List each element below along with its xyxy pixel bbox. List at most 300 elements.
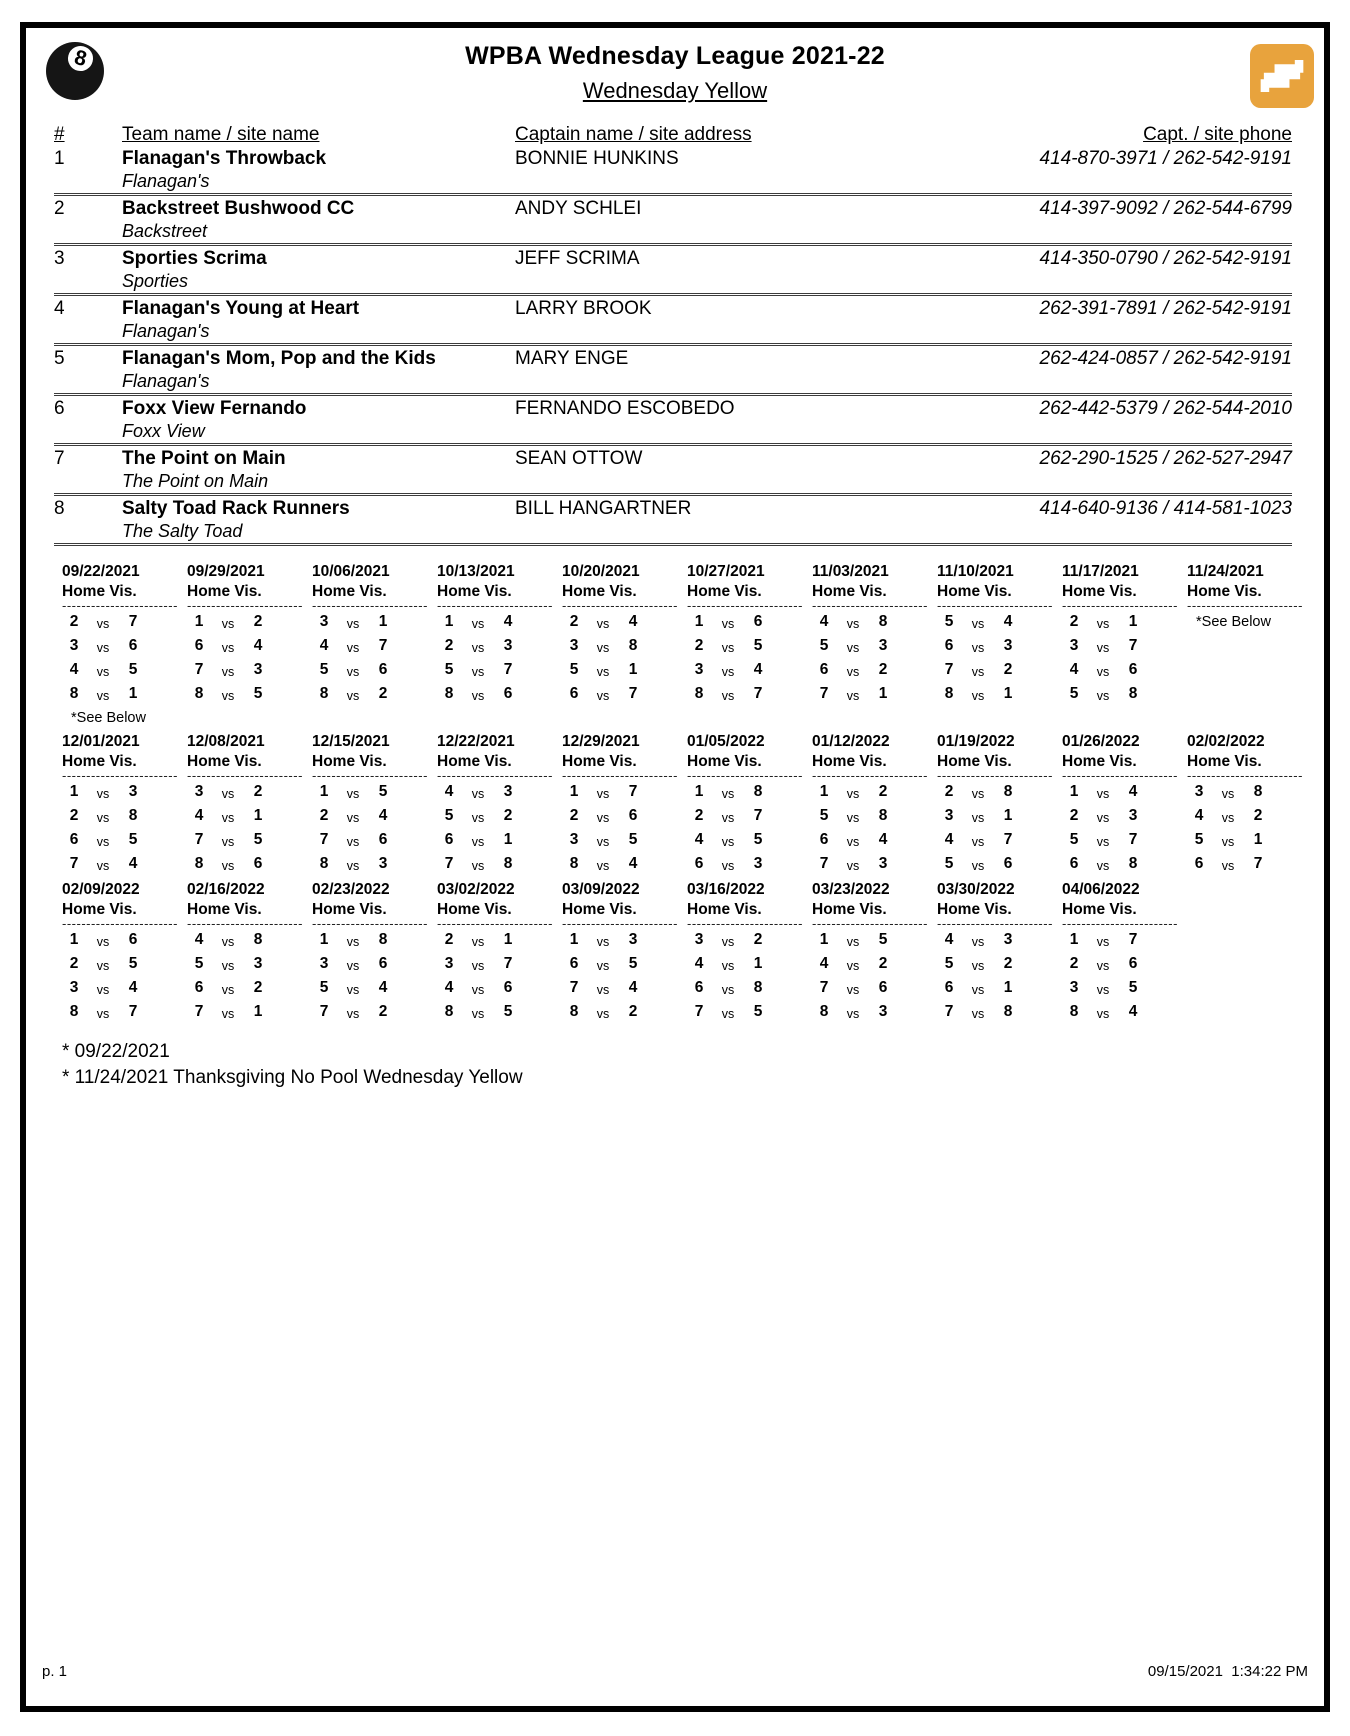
vs-label: vs xyxy=(846,983,860,997)
visitor-team-number: 4 xyxy=(753,661,763,678)
visitor-team-number: 6 xyxy=(1128,955,1138,972)
home-team-number: 1 xyxy=(694,613,704,630)
schedule-week-row xyxy=(62,732,1324,877)
schedule-week xyxy=(1062,880,1180,1025)
team-cell xyxy=(122,448,515,492)
vs-label: vs xyxy=(846,835,860,849)
home-team-number: 5 xyxy=(1069,831,1079,848)
week-date: 11/10/2021 xyxy=(937,563,1014,580)
visitor-team-number: 6 xyxy=(503,979,513,996)
schedule-week xyxy=(187,880,305,1025)
week-date: 03/02/2022 xyxy=(437,881,515,898)
visitor-team-number: 5 xyxy=(253,831,263,848)
visitor-team-number: 8 xyxy=(1003,1003,1013,1020)
schedule-week xyxy=(312,880,430,1025)
home-team-number: 6 xyxy=(69,831,79,848)
home-team-number: 3 xyxy=(444,955,454,972)
home-team-number: 3 xyxy=(569,831,579,848)
home-team-number: 1 xyxy=(819,931,829,948)
visitor-team-number: 1 xyxy=(1253,831,1263,848)
vs-label: vs xyxy=(721,959,735,973)
home-team-number: 7 xyxy=(944,1003,954,1020)
week-date: 11/17/2021 xyxy=(1062,563,1139,580)
visitor-team-number: 2 xyxy=(378,685,388,702)
visitor-team-number: 8 xyxy=(878,613,888,630)
week-date: 03/30/2022 xyxy=(937,881,1015,898)
home-team-number: 4 xyxy=(444,783,454,800)
home-team-number: 1 xyxy=(69,783,79,800)
visitor-team-number: 5 xyxy=(753,831,763,848)
matchup xyxy=(62,635,180,659)
home-team-number: 7 xyxy=(194,831,204,848)
matchup xyxy=(187,829,305,853)
matchup xyxy=(1187,781,1305,805)
home-team-number: 6 xyxy=(944,979,954,996)
footnote: * 11/24/2021 Thanksgiving No Pool Wednesday Yellow xyxy=(62,1067,523,1088)
week-date: 03/16/2022 xyxy=(687,881,765,898)
vs-label: vs xyxy=(596,641,610,655)
schedule-week xyxy=(312,562,430,729)
captain-name: LARRY BROOK xyxy=(515,298,652,319)
visitor-team-number: 1 xyxy=(503,831,513,848)
home-team-number: 2 xyxy=(1069,807,1079,824)
matchup xyxy=(437,683,555,707)
week-date: 09/29/2021 xyxy=(187,563,265,580)
compusport-logo-icon xyxy=(1250,44,1314,108)
matchup xyxy=(562,683,680,707)
vs-label: vs xyxy=(1096,617,1110,631)
team-cell xyxy=(122,298,515,342)
vs-label: vs xyxy=(1096,665,1110,679)
home-vis-label: Home Vis. xyxy=(1062,901,1137,918)
home-team-number: 7 xyxy=(694,1003,704,1020)
vs-label: vs xyxy=(721,983,735,997)
home-vis-label: Home Vis. xyxy=(62,583,137,600)
home-team-number: 3 xyxy=(319,955,329,972)
schedule-week xyxy=(937,732,1055,877)
home-team-number: 4 xyxy=(944,931,954,948)
home-team-number: 2 xyxy=(69,955,79,972)
captain-name: MARY ENGE xyxy=(515,348,629,369)
vs-label: vs xyxy=(221,665,235,679)
matchup xyxy=(562,805,680,829)
matchup xyxy=(562,953,680,977)
home-vis-label: Home Vis. xyxy=(562,753,637,770)
matchup xyxy=(1062,977,1180,1001)
vs-label: vs xyxy=(971,665,985,679)
vs-label: vs xyxy=(471,689,485,703)
vs-label: vs xyxy=(471,935,485,949)
home-vis-label: Home Vis. xyxy=(62,753,137,770)
matchup xyxy=(812,1001,930,1025)
vs-label: vs xyxy=(346,835,360,849)
week-date: 09/22/2021 xyxy=(62,563,140,580)
vs-label: vs xyxy=(1221,811,1235,825)
vs-label: vs xyxy=(221,787,235,801)
vs-label: vs xyxy=(846,689,860,703)
home-team-number: 3 xyxy=(69,979,79,996)
visitor-team-number: 6 xyxy=(753,613,763,630)
vs-label: vs xyxy=(346,617,360,631)
vs-label: vs xyxy=(971,787,985,801)
vs-label: vs xyxy=(846,935,860,949)
visitor-team-number: 6 xyxy=(378,661,388,678)
matchup xyxy=(1187,805,1305,829)
vs-label: vs xyxy=(721,1007,735,1021)
schedule-week xyxy=(187,562,305,729)
schedule-week xyxy=(562,732,680,877)
vs-label: vs xyxy=(346,689,360,703)
vs-label: vs xyxy=(346,859,360,873)
visitor-team-number: 5 xyxy=(253,685,263,702)
team-cell xyxy=(122,248,515,292)
visitor-team-number: 5 xyxy=(753,1003,763,1020)
home-team-number: 7 xyxy=(569,979,579,996)
matchup xyxy=(687,977,805,1001)
visitor-team-number: 2 xyxy=(503,807,513,824)
matchup xyxy=(562,635,680,659)
home-vis-label: Home Vis. xyxy=(62,901,137,918)
matchup xyxy=(187,635,305,659)
home-team-number: 6 xyxy=(819,831,829,848)
dash-separator: ------------------------ xyxy=(437,771,553,781)
visitor-team-number: 8 xyxy=(753,783,763,800)
captain-name: SEAN OTTOW xyxy=(515,448,643,469)
matchup xyxy=(812,659,930,683)
team-row xyxy=(54,246,1292,296)
home-team-number: 2 xyxy=(569,613,579,630)
visitor-team-number: 4 xyxy=(1003,613,1013,630)
site-name: Flanagan's xyxy=(122,371,210,391)
home-team-number: 8 xyxy=(1069,1003,1079,1020)
visitor-team-number: 4 xyxy=(1128,1003,1138,1020)
dash-separator: ------------------------ xyxy=(687,919,803,929)
schedule-week xyxy=(1062,562,1180,729)
matchup xyxy=(1062,781,1180,805)
home-team-number: 8 xyxy=(319,855,329,872)
matchup xyxy=(62,929,180,953)
home-team-number: 3 xyxy=(694,931,704,948)
matchup xyxy=(937,953,1055,977)
matchup xyxy=(687,805,805,829)
vs-label: vs xyxy=(96,859,110,873)
matchup xyxy=(62,829,180,853)
visitor-team-number: 5 xyxy=(503,1003,513,1020)
home-team-number: 8 xyxy=(69,1003,79,1020)
matchup xyxy=(437,853,555,877)
visitor-team-number: 3 xyxy=(878,1003,888,1020)
vs-label: vs xyxy=(346,1007,360,1021)
vs-label: vs xyxy=(846,1007,860,1021)
vs-label: vs xyxy=(471,787,485,801)
vs-label: vs xyxy=(971,983,985,997)
vs-label: vs xyxy=(1221,787,1235,801)
vs-label: vs xyxy=(596,959,610,973)
division-name: Wednesday Yellow xyxy=(582,78,768,103)
vs-label: vs xyxy=(1096,935,1110,949)
visitor-team-number: 5 xyxy=(128,661,138,678)
col-header-team: Team name / site name xyxy=(122,124,320,145)
matchup xyxy=(812,929,930,953)
matchup xyxy=(62,953,180,977)
visitor-team-number: 1 xyxy=(253,807,263,824)
matchup xyxy=(312,781,430,805)
dash-separator: ------------------------ xyxy=(312,919,428,929)
vs-label: vs xyxy=(846,617,860,631)
visitor-team-number: 8 xyxy=(503,855,513,872)
vs-label: vs xyxy=(971,959,985,973)
visitor-team-number: 8 xyxy=(1253,783,1263,800)
team-number: 4 xyxy=(54,298,65,319)
home-team-number: 6 xyxy=(944,637,954,654)
dash-separator: ------------------------ xyxy=(562,919,678,929)
matchup xyxy=(687,1001,805,1025)
schedule-week xyxy=(187,732,305,877)
visitor-team-number: 3 xyxy=(253,661,263,678)
schedule-week xyxy=(437,880,555,1025)
visitor-team-number: 2 xyxy=(878,661,888,678)
team-row xyxy=(54,396,1292,446)
vs-label: vs xyxy=(96,935,110,949)
visitor-team-number: 1 xyxy=(503,931,513,948)
page-footer xyxy=(42,1663,1308,1680)
week-date: 12/22/2021 xyxy=(437,733,515,750)
vs-label: vs xyxy=(846,859,860,873)
roster-table xyxy=(54,124,1292,546)
vs-label: vs xyxy=(596,983,610,997)
matchup xyxy=(687,635,805,659)
visitor-team-number: 4 xyxy=(503,613,513,630)
home-team-number: 7 xyxy=(194,661,204,678)
home-team-number: 3 xyxy=(69,637,79,654)
home-team-number: 1 xyxy=(694,783,704,800)
schedule-week xyxy=(812,732,930,877)
matchup xyxy=(812,611,930,635)
visitor-team-number: 7 xyxy=(1253,855,1263,872)
home-team-number: 5 xyxy=(944,613,954,630)
vs-label: vs xyxy=(96,665,110,679)
matchup xyxy=(1062,829,1180,853)
home-vis-label: Home Vis. xyxy=(312,583,387,600)
vs-label: vs xyxy=(96,835,110,849)
dash-separator: ------------------------ xyxy=(1062,919,1178,929)
matchup xyxy=(187,853,305,877)
home-vis-label: Home Vis. xyxy=(812,901,887,918)
vs-label: vs xyxy=(346,811,360,825)
vs-label: vs xyxy=(971,689,985,703)
home-team-number: 5 xyxy=(1069,685,1079,702)
vs-label: vs xyxy=(346,935,360,949)
vs-label: vs xyxy=(471,835,485,849)
home-team-number: 8 xyxy=(69,685,79,702)
vs-label: vs xyxy=(471,811,485,825)
captain-name: BONNIE HUNKINS xyxy=(515,148,679,169)
vs-label: vs xyxy=(221,1007,235,1021)
vs-label: vs xyxy=(721,859,735,873)
home-team-number: 6 xyxy=(819,661,829,678)
team-row xyxy=(54,196,1292,246)
schedule-week xyxy=(62,562,180,729)
site-name: Backstreet xyxy=(122,221,208,241)
home-vis-label: Home Vis. xyxy=(937,901,1012,918)
matchup xyxy=(187,611,305,635)
team-row xyxy=(54,446,1292,496)
home-vis-label: Home Vis. xyxy=(562,583,637,600)
home-team-number: 8 xyxy=(444,1003,454,1020)
schedule-week xyxy=(312,732,430,877)
dash-separator: ------------------------ xyxy=(687,771,803,781)
schedule-week xyxy=(437,562,555,729)
site-name: Foxx View xyxy=(122,421,205,441)
home-team-number: 5 xyxy=(319,979,329,996)
visitor-team-number: 4 xyxy=(378,979,388,996)
visitor-team-number: 8 xyxy=(1128,685,1138,702)
home-team-number: 3 xyxy=(1069,979,1079,996)
matchup xyxy=(312,805,430,829)
week-date: 04/06/2022 xyxy=(1062,881,1140,898)
matchup xyxy=(1062,953,1180,977)
home-team-number: 8 xyxy=(694,685,704,702)
matchup xyxy=(187,683,305,707)
visitor-team-number: 7 xyxy=(128,1003,138,1020)
vs-label: vs xyxy=(1096,689,1110,703)
visitor-team-number: 6 xyxy=(503,685,513,702)
visitor-team-number: 7 xyxy=(1128,831,1138,848)
home-team-number: 4 xyxy=(194,807,204,824)
matchup xyxy=(1187,829,1305,853)
dash-separator: ------------------------ xyxy=(812,919,928,929)
visitor-team-number: 6 xyxy=(378,831,388,848)
matchup xyxy=(312,929,430,953)
vs-label: vs xyxy=(1096,1007,1110,1021)
home-team-number: 2 xyxy=(319,807,329,824)
vs-label: vs xyxy=(846,641,860,655)
title-block xyxy=(26,28,1324,104)
print-timestamp: 09/15/2021 1:34:22 PM xyxy=(1147,1663,1308,1680)
vs-label: vs xyxy=(596,859,610,873)
captain-name: JEFF SCRIMA xyxy=(515,248,640,269)
dash-separator: ------------------------ xyxy=(937,919,1053,929)
dash-separator: ------------------------ xyxy=(62,919,178,929)
visitor-team-number: 6 xyxy=(1003,855,1013,872)
vs-label: vs xyxy=(721,835,735,849)
visitor-team-number: 8 xyxy=(628,637,638,654)
vs-label: vs xyxy=(96,811,110,825)
vs-label: vs xyxy=(96,641,110,655)
team-cell xyxy=(122,148,515,192)
home-vis-label: Home Vis. xyxy=(687,901,762,918)
vs-label: vs xyxy=(346,983,360,997)
visitor-team-number: 3 xyxy=(128,783,138,800)
vs-label: vs xyxy=(221,641,235,655)
matchup xyxy=(937,829,1055,853)
vs-label: vs xyxy=(1096,859,1110,873)
home-team-number: 5 xyxy=(194,955,204,972)
matchup xyxy=(312,853,430,877)
home-team-number: 3 xyxy=(694,661,704,678)
site-name: Flanagan's xyxy=(122,171,210,191)
home-team-number: 4 xyxy=(694,955,704,972)
eight-ball-number: 8 xyxy=(72,45,89,72)
home-team-number: 7 xyxy=(819,855,829,872)
matchup xyxy=(437,611,555,635)
visitor-team-number: 4 xyxy=(878,831,888,848)
matchup xyxy=(562,977,680,1001)
visitor-team-number: 7 xyxy=(503,955,513,972)
vs-label: vs xyxy=(96,617,110,631)
visitor-team-number: 6 xyxy=(878,979,888,996)
visitor-team-number: 3 xyxy=(753,855,763,872)
visitor-team-number: 8 xyxy=(378,931,388,948)
home-team-number: 2 xyxy=(444,637,454,654)
vs-label: vs xyxy=(96,959,110,973)
visitor-team-number: 2 xyxy=(378,1003,388,1020)
page-header xyxy=(26,28,1324,120)
home-team-number: 2 xyxy=(69,613,79,630)
week-date: 03/09/2022 xyxy=(562,881,640,898)
home-team-number: 6 xyxy=(569,685,579,702)
visitor-team-number: 3 xyxy=(1003,637,1013,654)
team-cell xyxy=(122,398,515,442)
home-team-number: 7 xyxy=(319,1003,329,1020)
see-below-note: *See Below xyxy=(71,710,146,726)
team-name: Flanagan's Throwback xyxy=(122,148,327,169)
vs-label: vs xyxy=(471,665,485,679)
team-name: Sporties Scrima xyxy=(122,248,267,269)
visitor-team-number: 1 xyxy=(878,685,888,702)
matchup xyxy=(1187,853,1305,877)
week-date: 01/05/2022 xyxy=(687,733,765,750)
home-vis-label: Home Vis. xyxy=(687,753,762,770)
home-team-number: 5 xyxy=(569,661,579,678)
matchup xyxy=(187,929,305,953)
matchup xyxy=(812,635,930,659)
vs-label: vs xyxy=(221,859,235,873)
team-cell xyxy=(122,198,515,242)
home-team-number: 1 xyxy=(1069,783,1079,800)
team-row xyxy=(54,496,1292,546)
schedule-week xyxy=(937,880,1055,1025)
dash-separator: ------------------------ xyxy=(187,771,303,781)
visitor-team-number: 7 xyxy=(628,685,638,702)
schedule-page xyxy=(20,22,1330,1712)
vs-label: vs xyxy=(1096,959,1110,973)
vs-label: vs xyxy=(221,835,235,849)
matchup xyxy=(687,929,805,953)
visitor-team-number: 4 xyxy=(628,613,638,630)
schedule-week xyxy=(62,880,180,1025)
team-number: 7 xyxy=(54,448,65,469)
visitor-team-number: 2 xyxy=(628,1003,638,1020)
matchup xyxy=(687,953,805,977)
team-name: The Point on Main xyxy=(122,448,286,469)
home-team-number: 7 xyxy=(944,661,954,678)
vs-label: vs xyxy=(596,835,610,849)
matchup xyxy=(1062,611,1180,635)
matchup xyxy=(437,929,555,953)
phone-numbers: 414-397-9092 / 262-544-6799 xyxy=(1039,198,1292,219)
team-number: 2 xyxy=(54,198,65,219)
visitor-team-number: 4 xyxy=(1128,783,1138,800)
home-team-number: 7 xyxy=(319,831,329,848)
visitor-team-number: 4 xyxy=(628,855,638,872)
matchup xyxy=(437,659,555,683)
visitor-team-number: 2 xyxy=(1003,661,1013,678)
home-team-number: 1 xyxy=(444,613,454,630)
visitor-team-number: 7 xyxy=(628,783,638,800)
vs-label: vs xyxy=(596,665,610,679)
phone-numbers: 414-350-0790 / 262-542-9191 xyxy=(1039,248,1292,269)
